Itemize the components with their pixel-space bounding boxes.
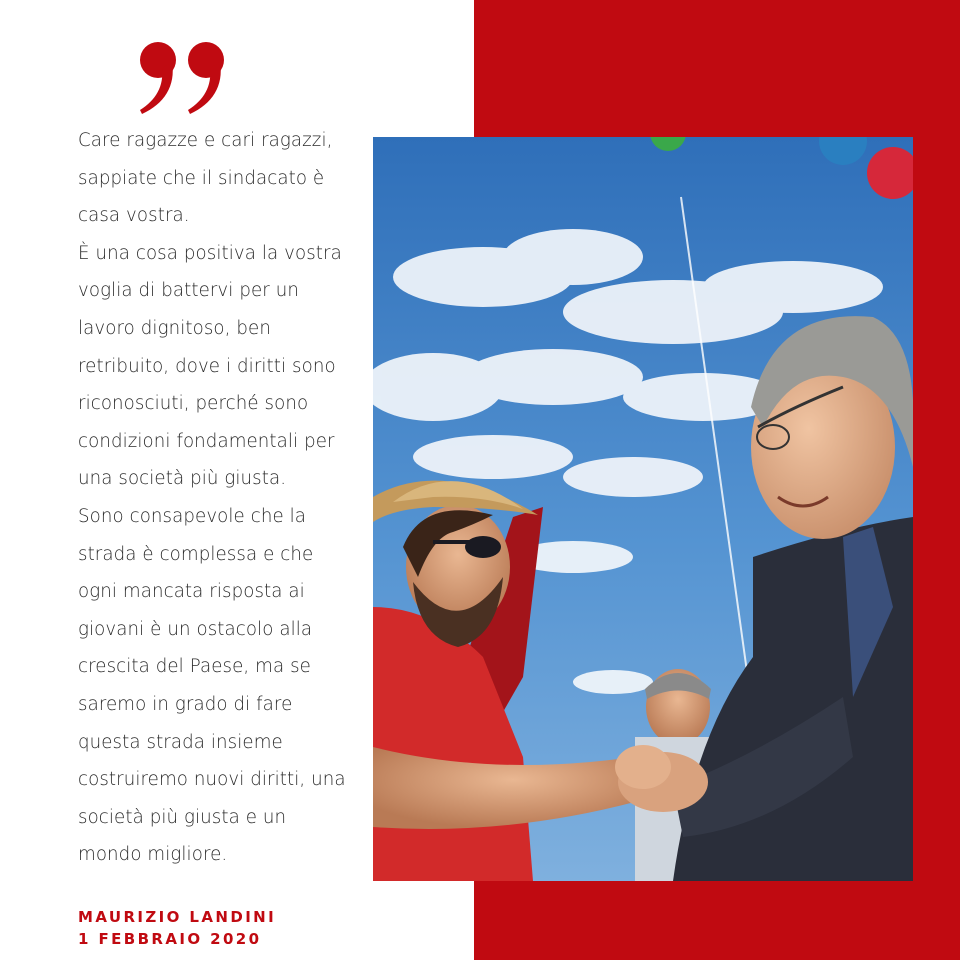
quote-line: ogni mancata risposta ai [78,581,305,603]
quote-line: retribuito, dove i diritti sono [78,355,336,377]
quote-line: È una cosa positiva la vostra [78,242,342,264]
quote-line: una società più giusta. [78,468,287,490]
quote-line: questa strada insieme [78,731,283,753]
quote-line: costruiremo nuovi diritti, una [78,769,346,791]
quote-line: riconosciuti, perché sono [78,393,309,415]
handshake-photo [373,137,913,881]
quote-line: crescita del Paese, ma se [78,656,311,678]
quote-line: mondo migliore. [78,844,228,866]
signature [78,906,276,950]
quote-line: Sono consapevole che la [78,505,307,527]
quote-line: condizioni fondamentali per [78,430,335,452]
quote-line: società più giusta e un [78,806,287,828]
closing-quote-icon [136,38,236,118]
author-name: MAURIZIO LANDINI [78,908,277,926]
quote-line: giovani è un ostacolo alla [78,618,313,640]
quote-line: Care ragazze e cari ragazzi, [78,130,333,151]
quote-line: casa vostra. [78,205,190,227]
quote-line: voglia di battervi per un [78,280,299,302]
quote-text [78,122,368,874]
quote-line: strada è complessa e che [78,543,314,565]
quote-line: sappiate che il sindacato è [78,167,325,189]
quote-line: saremo in grado di fare [78,693,293,715]
quote-line: lavoro dignitoso, ben [78,317,271,339]
quote-date: 1 FEBBRAIO 2020 [78,930,262,948]
